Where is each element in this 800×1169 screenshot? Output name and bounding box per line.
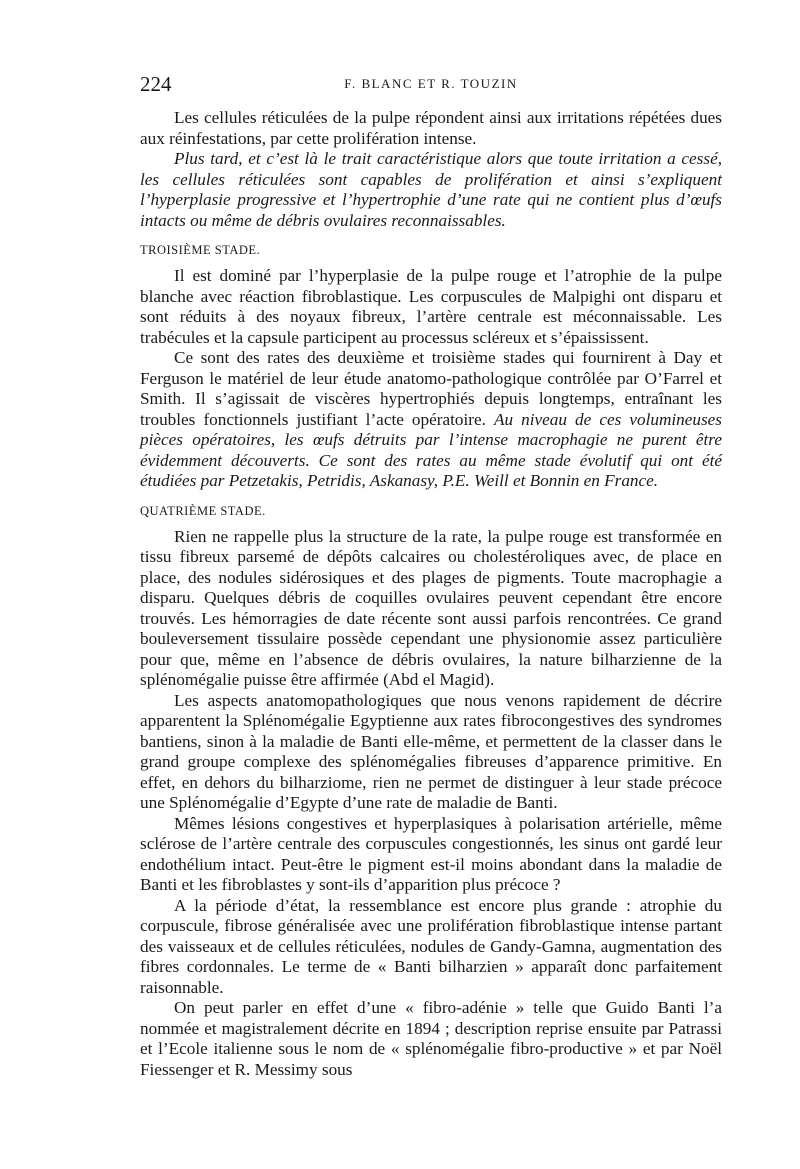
paragraph-7: Mêmes lésions congestives et hyperplasiques à polarisation artérielle, même sclérose de l’artère centrale des corpuscules congestionnés, les sinus ont gardé leur endothélium intact. Peut-être le pigment est-il moins abondant dans la maladie de Banti et les fibroblastes y sont-ils d’apparition plus précoce ? — [140, 813, 722, 894]
paragraph-3: Il est dominé par l’hyperplasie de la pulpe rouge et l’atrophie de la pulpe blanche avec réaction fibroblastique. Les corpuscules de Malpighi ont disparu et sont réduits à des noyaux fibreux, l’artère centrale est méconnaissable. Les trabécules et la capsule participent au processus scléreux et s’épaississent. — [140, 266, 722, 347]
page-header — [140, 70, 722, 100]
running-title: F. BLANC ET R. TOUZIN — [344, 76, 518, 91]
paragraph-4-italic: Au niveau de ces volumineuses pièces opératoires, les œufs détruits par l’intense macrophagie ne purent être évidemment découverts. Ce sont des rates au même stade évolutif qui ont été étudiées par Petzetakis, Petridis, Askanasy, P.E. Weill et Bonnin en France. — [140, 409, 722, 490]
paragraph-8: A la période d’état, la ressemblance est encore plus grande : atrophie du corpuscule, fibrose généralisée avec une prolifération fibroblastique intense partant des vaisseaux et de cellules réticulées, nodules de Gandy-Gamna, augmentation des fibres cordonnales. Le terme de « Banti bilharzien » apparaît donc parfaitement raisonnable. — [140, 895, 722, 997]
section-heading-quatrieme: QUATRIÈME STADE. — [140, 503, 266, 518]
paragraph-6: Les aspects anatomopathologiques que nous venons rapidement de décrire apparentent la Splénomégalie Egyptienne aux rates fibrocongestives des syndromes bantiens, sinon à la maladie de Banti elle-même, et permettent de la classer dans le grand groupe complexe des splénomégalies fibreuses d’apparence primitive. En effet, en dehors du bilharziome, rien ne permet de distinguer à leur stade précoce une Splénomégalie d’Egypte d’une rate de maladie de Banti. — [140, 690, 722, 812]
paragraph-5: Rien ne rappelle plus la structure de la rate, la pulpe rouge est transformée en tissu fibreux parsemé de dépôts calcaires ou cholestéroliques avec, de place en place, des nodules sidérosiques et des plages de pigments. Toute macrophagie a disparu. Quelques débris de coquilles ovulaires peuvent cependant être encore trouvés. Les hémorragies de date récente sont aussi parfois rencontrées. Ce grand bouleversement tissulaire possède cependant une physionomie assez particulière pour que, même en l’absence de débris ovulaires, la nature bilharzienne de la splénomégalie puisse être affirmée (Abd el Magid). — [140, 526, 722, 689]
page-number: 224 — [140, 72, 172, 96]
paragraph-2 — [140, 149, 722, 231]
page — [140, 70, 722, 1080]
paragraph-2-italic: Plus tard, et c’est là le trait caractéristique alors que toute irritation a cessé, les cellules réticulées sont capables de prolifération et ainsi s’expliquent l’hyperplasie progressive et l’hypertrophie d’une rate qui ne contient plus d’œufs intacts ou même de débris ovulaires reconnaissables. — [140, 149, 722, 230]
paragraph-4 — [140, 348, 722, 492]
paragraph-1: Les cellules réticulées de la pulpe répondent ainsi aux irritations répétées dues aux réinfestations, par cette prolifération intense. — [140, 108, 722, 148]
paragraph-4-normal: Ce sont des rates des deuxième et troisième stades qui fournirent à Day et Ferguson le matériel de leur étude anatomo-pathologique contrôlée par O’Farrel et Smith. Il s’agissait de viscères hypertrophiés depuis longtemps, entraînant les troubles fonctionnels justifiant l’acte opératoire. — [140, 348, 722, 429]
section-heading-troisieme: TROISIÈME STADE. — [140, 243, 261, 257]
paragraph-9: On peut parler en effet d’une « fibro-adénie » telle que Guido Banti l’a nommée et magistralement décrite en 1894 ; description reprise ensuite par Patrassi et l’Ecole italienne sous le nom de « splénomégalie fibro-productive » et par Noël Fiessenger et R. Messimy sous — [140, 998, 722, 1079]
